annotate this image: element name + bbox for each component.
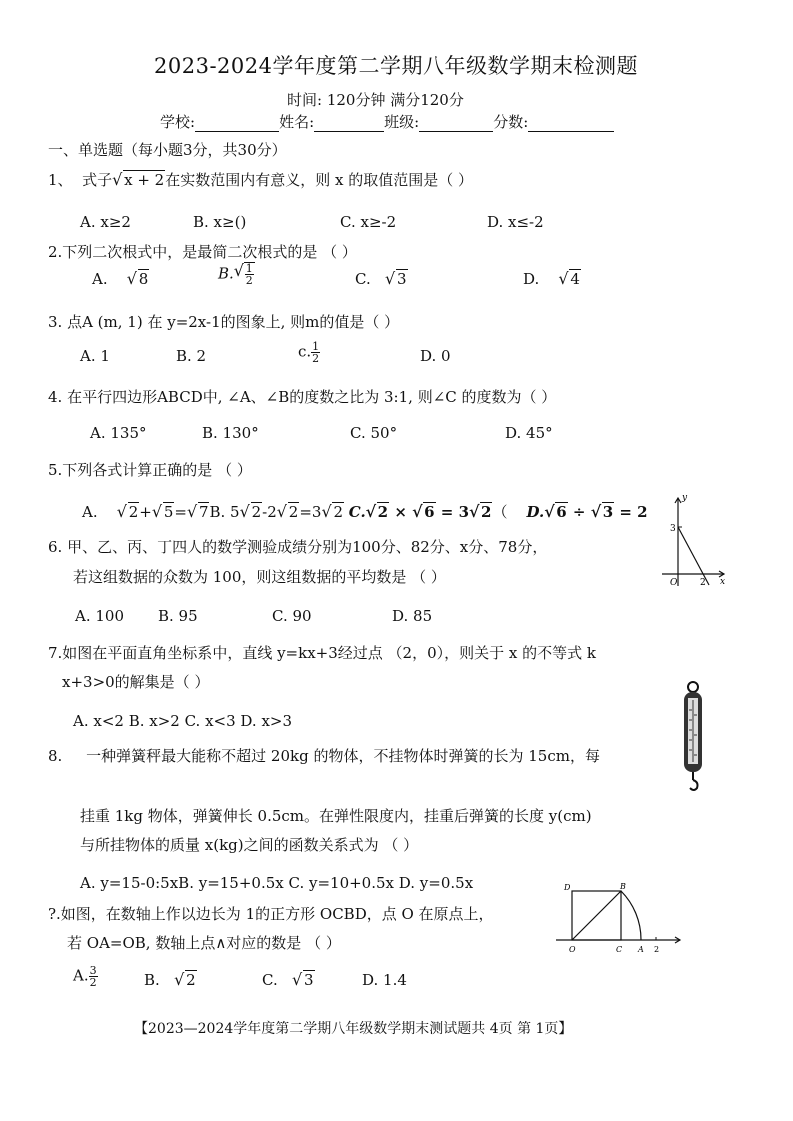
arc-b-to-a — [621, 891, 641, 940]
q6-option-a[interactable]: A. 100 — [75, 607, 124, 625]
score-label: 分数: — [493, 113, 529, 131]
q5-option-a[interactable]: A. √ 2+√ 5=√ 7 — [82, 503, 209, 521]
q5-option-b[interactable]: B. 5√ 2-2√ 2=3√ 2 — [209, 503, 344, 521]
section-heading: 一、单选题（每小题3分，共30分） — [48, 141, 287, 159]
q4-option-a[interactable]: A. 135° — [90, 424, 147, 442]
graph-x-intercept-label: 2 — [700, 578, 706, 588]
number-line-square-figure — [550, 880, 682, 958]
q5-option-d[interactable]: D.√ 6 ÷ √ 3 = 2 — [527, 503, 648, 521]
question-3: 3. 点A (m, 1) 在 y=2x-1的图象上, 则m的值是（ ） — [48, 313, 400, 331]
score-field[interactable] — [528, 117, 614, 132]
question-8-line2: 挂重 1kg 物体，弹簧伸长 0.5cm。在弹性限度内，挂重后弹簧的长度 y(cm) — [80, 807, 592, 825]
q1-option-c[interactable]: C. x≥-2 — [340, 213, 397, 231]
label-o: O — [569, 945, 576, 954]
page-title: 2023-2024学年度第二学期八年级数学期末检测题 — [154, 54, 638, 78]
q3-option-a[interactable]: A. 1 — [80, 347, 110, 365]
question-4: 4. 在平行四边形ABCD中, ∠A、∠B的度数之比为 3:1, 则∠C 的度数为（ ） — [48, 388, 557, 406]
q6-option-d[interactable]: D. 85 — [392, 607, 433, 625]
q9-option-d[interactable]: D. 1.4 — [362, 971, 407, 989]
question-9: ?.如图，在数轴上作以边长为 1的正方形 OCBD，点 O 在原点上， — [48, 905, 494, 923]
label-a: A — [638, 945, 644, 954]
name-field[interactable] — [314, 117, 384, 132]
q2-option-a[interactable]: A. √ 8 — [92, 270, 149, 288]
q8-options[interactable]: A. y=15-0:5xB. y=15+0.5x C. y=10+0.5x D. y=0.5x — [80, 874, 474, 892]
q4-option-d[interactable]: D. 45° — [505, 424, 553, 442]
q6-option-b[interactable]: B. 95 — [158, 607, 198, 625]
q3-option-b[interactable]: B. 2 — [176, 347, 207, 365]
graph-y-label: y — [682, 493, 688, 503]
label-b: B — [620, 882, 626, 891]
q5-options — [82, 501, 648, 522]
graph-origin-label: O — [670, 578, 678, 588]
q2-option-b[interactable]: B. √ $\frac{1}{2}$ — [218, 262, 255, 286]
school-field[interactable] — [195, 117, 279, 132]
q6-option-c[interactable]: C. 90 — [272, 607, 312, 625]
question-9-line2: 若 OA=OB, 数轴上点∧对应的数是 （ ） — [67, 934, 341, 952]
q5-option-c[interactable]: C.√ 2 × √ 6 = 3√ 2（ — [349, 503, 508, 521]
question-7: 7.如图在平面直角坐标系中，直线 y=kx+3经过点 （2，0），则关于 x 的不等式 k — [48, 644, 596, 662]
q4-option-b[interactable]: B. 130° — [202, 424, 259, 442]
student-info-row — [160, 111, 614, 132]
question-1: 1、 式子√ x + 2在实数范围内有意义，则 x 的取值范围是（ ） — [48, 169, 473, 190]
page-footer: 【2023—2024学年度第二学期八年级数学期末测试题共 4页 第 1页】 — [134, 1021, 573, 1037]
question-8-line3: 与所挂物体的质量 x(kg)之间的函数关系式为 （ ） — [80, 836, 419, 854]
name-label: 姓名: — [279, 113, 315, 131]
question-8: 8. 一种弹簧秤最大能称不超过 20kg 的物体，不挂物体时弹簧的长为 15cm，每 — [48, 747, 600, 765]
q1-option-a[interactable]: A. x≥2 — [80, 213, 131, 231]
q2-option-d[interactable]: D. √ 4 — [523, 270, 581, 288]
question-2: 2.下列二次根式中，是最简二次根式的是 （ ） — [48, 243, 357, 261]
q2-option-c[interactable]: C. √ 3 — [355, 270, 408, 288]
spring-scale-image — [678, 680, 708, 792]
q9-option-b[interactable]: B. √ 2 — [144, 971, 197, 989]
graph-line — [678, 527, 709, 585]
diagonal-ob — [572, 891, 621, 940]
label-c: C — [616, 945, 623, 954]
question-6: 6. 甲、乙、丙、丁四人的数学测验成绩分别为100分、82分、x分、78分， — [48, 538, 548, 556]
graph-y-intercept-label: 3 — [670, 524, 676, 534]
class-field[interactable] — [419, 117, 493, 132]
question-7-line2: x+3>0的解集是（ ） — [62, 673, 210, 691]
question-6-line2: 若这组数据的众数为 100，则这组数据的平均数是 （ ） — [73, 568, 446, 586]
q1-option-b[interactable]: B. x≥() — [193, 213, 247, 231]
q9-option-a[interactable]: A. $\frac{3}{2}$ — [73, 964, 97, 989]
q3-option-d[interactable]: D. 0 — [420, 347, 451, 365]
label-two: 2 — [654, 945, 660, 954]
q9-option-c[interactable]: C. √ 3 — [262, 971, 315, 989]
class-label: 班级: — [384, 113, 420, 131]
school-label: 学校: — [160, 113, 196, 131]
q7-options[interactable]: A. x<2 B. x>2 C. x<3 D. x>3 — [73, 712, 293, 730]
linear-graph-figure — [658, 490, 728, 590]
exam-time: 时间: 120分钟 满分120分 — [287, 91, 464, 109]
q1-option-d[interactable]: D. x≤-2 — [487, 213, 544, 231]
question-5: 5.下列各式计算正确的是 （ ） — [48, 461, 252, 479]
q4-option-c[interactable]: C. 50° — [350, 424, 398, 442]
q3-option-c[interactable]: c. $\frac{1}{2}$ — [298, 340, 320, 365]
label-d: D — [564, 883, 571, 892]
graph-x-label: x — [720, 577, 726, 587]
